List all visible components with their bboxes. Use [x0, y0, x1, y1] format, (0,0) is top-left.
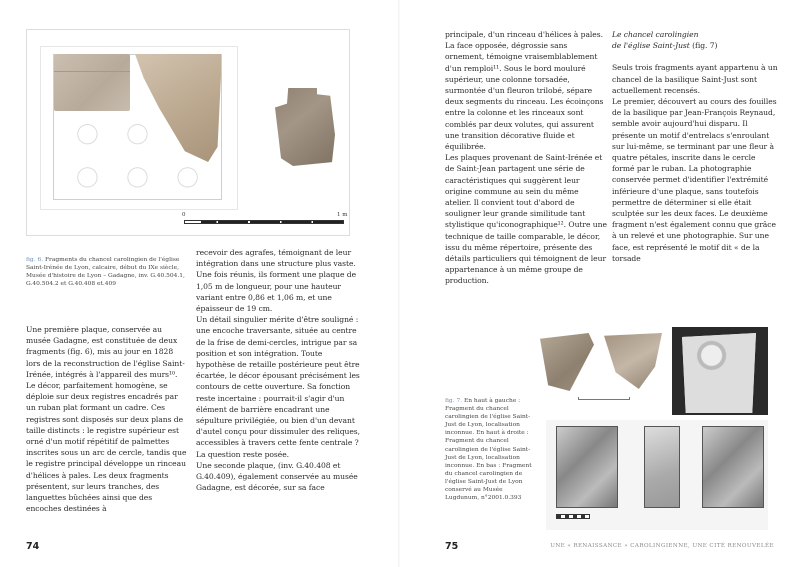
right-column-1 [445, 29, 607, 287]
figure-6-caption [26, 256, 186, 288]
fragment-drawing-face-1 [556, 426, 618, 508]
fig7-drawing-bottom [546, 420, 768, 530]
subheading-line-1: Le chancel carolingien [612, 30, 699, 39]
scale-bar [184, 220, 344, 224]
drawing-scale-bar [556, 514, 590, 519]
page-number: 74 [26, 541, 40, 552]
left-column-1 [26, 324, 188, 514]
fragment-photo [682, 333, 756, 413]
fragment-photo-1 [54, 54, 130, 111]
figure-6 [26, 29, 350, 236]
figure-label: fig. 6. [26, 257, 44, 263]
paragraph: recevoir des agrafes, témoignant de leur intégration dans une structure plus vaste. Une fois réunis, ils forment une plaque de 1,05 m de longueur, pour une hauteur variant entre 0,86 et 1,06 m, et une épaisseur de 19 cm. [196, 248, 357, 314]
scale-end-label: 1 m [337, 212, 348, 218]
subheading-line-2: de l'église Saint-Just [612, 41, 690, 51]
paragraph: Une seconde plaque, (inv. G.40.408 et G.40.409), également conservée au musée Gadagne, est décorée, sur sa face [196, 460, 358, 493]
paragraph: Un détail singulier mérite d'être souligné : une encoche traversante, située au centre de la frise de demi-cercles, intrigue par sa position et son intégration. Toute hypothèse de retaille postérieure peut être écartée, le décor épousant précisément les contours de cette ouverture. Sa fonction reste incertaine : pourrait-il s'agir d'un élément de barrière encadrant une sépulture privilégiée, ou bien d'un devant d'autel conçu pour dissimuler des reliques, accessibles à travers cette fente centrale ? La question reste posée. [196, 315, 361, 459]
section-subheading [612, 29, 780, 51]
fig7-scale-bar [578, 397, 630, 400]
caption-text: En haut à gauche : Fragment du chancel carolingien de l'église Saint-Just de Lyon, localisation inconnue. En haut à droite : Fragment du chancel carolingien de l'église Saint-Just de Lyon, localisation inconnue. En bas : Fragment du chancel carolingien de l'église Saint-Just de Lyon conservé au Musée Lugdunum, n°2001.0.393 [445, 398, 532, 502]
fragment-drawing-face-2 [702, 426, 764, 508]
page-number: 75 [445, 541, 459, 552]
fragment-photo-3 [275, 88, 335, 166]
fragment-drawing-edge [644, 426, 680, 508]
paragraph: Une première plaque, conservée au musée Gadagne, est constituée de deux fragments (fig. 6), mis au jour en 1828 lors de la reconstruction de l'église Saint-Irénée, intégrés à l'appareil des murs¹⁰. Le décor, parfaitement homogène, se déploie sur deux registres encadrés par un ruban plat formant un cadre. Ces registres sont disposés sur deux plans de taille distincts : le registre supérieur est orné d'un motif répétitif de palmettes inscrites sous un arc de cercle, tandis que le registre principal développe un rinceau d'hélices à pales. Les deux fragments présentent, sur leurs tranches, des languettes bûchées ainsi que des encoches destinées à [26, 325, 187, 514]
figure-label: fig. 7. [445, 398, 463, 404]
paragraph: Le premier, découvert au cours des fouilles de la basilique par Jean-François Reynaud, semble avoir aujourd'hui disparu. Il présente un motif d'entrelacs s'enroulant sur lui-même, se terminant par une fleur à quatre pétales, inscrite dans le cercle formé par le ruban. La photographie conservée permet d'identifier l'extrémité inférieure d'une plaque, sans toutefois permettre de déterminer si elle était sculptée sur les deux faces. Le deuxième fragment n'est également connu que grâce à un relevé et une photographie. Sur une face, est représenté le motif dit « de la torsade [612, 97, 777, 263]
paragraph: principale, d'un rinceau d'hélices à pales. La face opposée, dégrossie sans ornement, témoigne vraisemblablement d'un remploi¹¹. Sous le bord mouluré supérieur, une colonne torsadée, surmontée d'un fleuron trilobé, sépare deux segments du rinceau. Les écoinçons entre la colonne et les rinceaux sont comblés par deux volutes, qui assurent une transition décorative fluide et équilibrée. [445, 30, 604, 152]
fig7-photo-top-right [672, 327, 768, 415]
left-column-2 [196, 247, 362, 493]
caption-text: Fragments du chancel carolingien de l'église Saint-Irénée de Lyon, calcaire, début du IXe siècle, Musée d'histoire de Lyon – Gadagne, inv. G.40.504.1, G.40.504.2 et G.40.408 et.409 [26, 257, 185, 288]
paragraph: Seuls trois fragments ayant appartenu à un chancel de la basilique Saint-Just sont actuellement recensés. [612, 63, 778, 95]
figure-reference: (fig. 7) [692, 41, 718, 51]
figure-7-caption [445, 397, 537, 502]
scale-start-label: 0 [182, 212, 186, 218]
paragraph: Les plaques provenant de Saint-Irénée et de Saint-Jean partagent une série de caractéristiques qui suggèrent leur origine commune au sein du même atelier. Il convient tout d'abord de souligner leur grande similitude tant stylistique qu'iconographique¹². Outre une technique de taille comparable, le décor, issu du même répertoire, présente des détails particuliers qui témoignent de leur appartenance à un même groupe de production. [445, 153, 607, 286]
right-column-2 [612, 29, 780, 264]
running-head: UNE « RENAISSANCE » CAROLINGIENNE, UNE CITÉ RENOUVELÉE [550, 543, 774, 549]
